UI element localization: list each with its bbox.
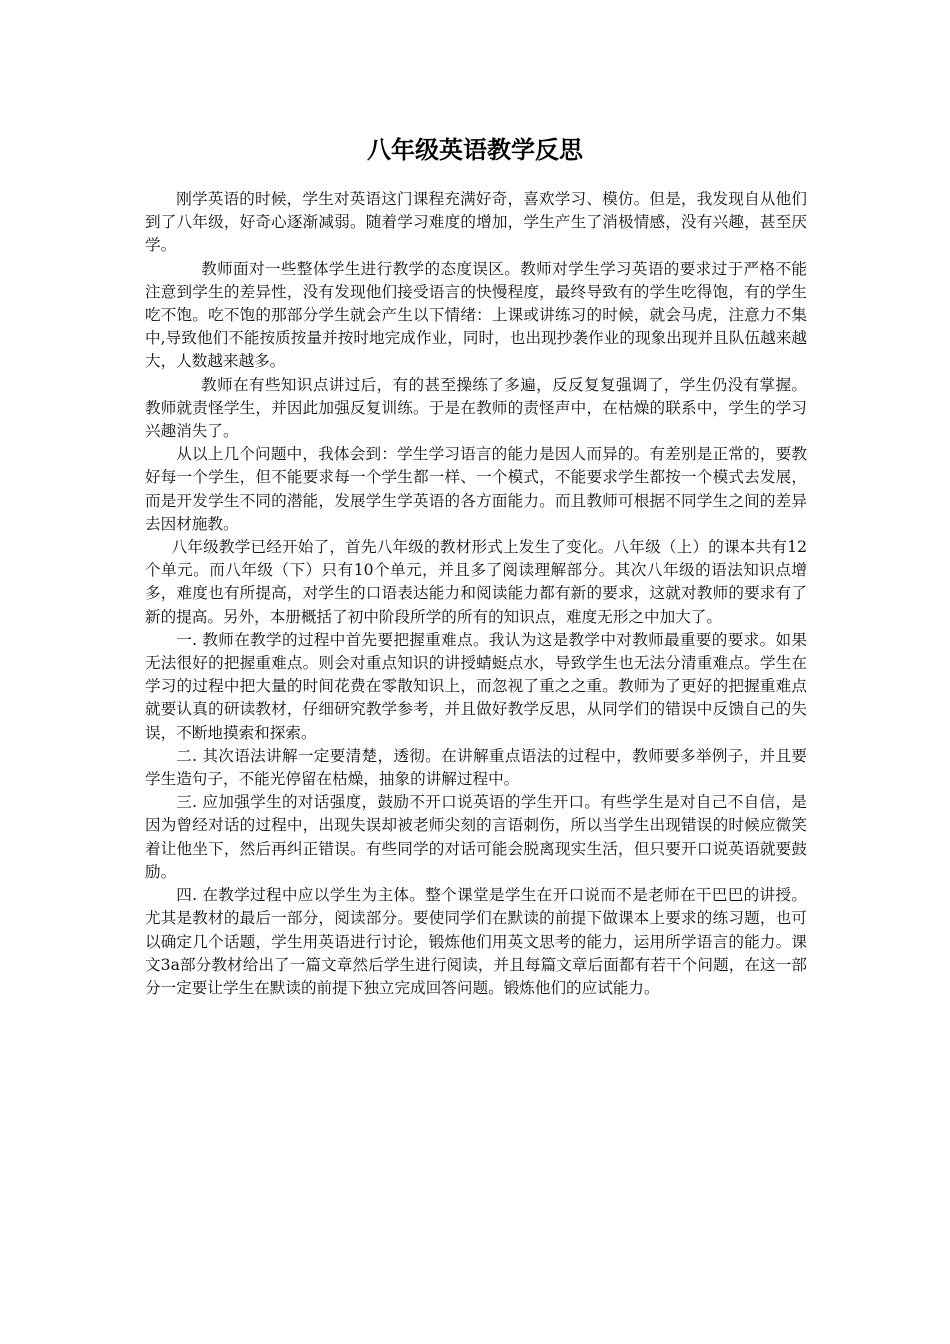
paragraph-2: 教师面对一些整体学生进行教学的态度误区。教师对学生学习英语的要求过于严格不能注意到学生的差异性，没有发现他们接受语言的快慢程度，最终导致有的学生吃得饱，有的学生吃不饱。吃不饱的那部分学生就会产生以下情绪：上课或讲练习的时候，就会马虎，注意力不集中,导致他们不能按质按量并按时地完成作业，同时，也出现抄袭作业的现象出现并且队伍越来越大，人数越来越多。	[145, 259, 807, 371]
paragraph-6: 一. 教师在教学的过程中首先要把握重难点。我认为这是教学中对教师最重要的要求。如果无法很好的把握重难点。则会对重点知识的讲授蜻蜓点水，导致学生也无法分清重难点。学生在学习的过程中把大量的时间花费在零散知识上，而忽视了重之之重。教师为了更好的把握重难点就要认真的研读教材，仔细研究教学参考，并且做好教学反思，从同学们的错误中反馈自己的失误，不断地摸索和探索。	[145, 630, 807, 742]
paragraph-7: 二. 其次语法讲解一定要清楚，透彻。在讲解重点语法的过程中，教师要多举例子，并且要学生造句子，不能光停留在枯燥，抽象的讲解过程中。	[145, 746, 807, 789]
document-title: 八年级英语教学反思	[367, 135, 583, 164]
paragraph-9: 四. 在教学过程中应以学生为主体。整个课堂是学生在开口说而不是老师在干巴巴的讲授。尤其是教材的最后一部分，阅读部分。要使同学们在默读的前提下做课本上要求的练习题，也可以确定几个话题，学生用英语进行讨论，锻炼他们用英文思考的能力，运用所学语言的能力。课文3a部分教材给出了一篇文章然后学生进行阅读，并且每篇文章后面都有若干个问题，在这一部分一定要让学生在默读的前提下独立完成回答问题。锻炼他们的应试能力。	[145, 886, 807, 997]
paragraph-4: 从以上几个问题中，我体会到：学生学习语言的能力是因人而异的。有差别是正常的，要教好每一个学生，但不能要求每一个学生都一样、一个模式，不能要求学生都按一个模式去发展，而是开发学生不同的潜能，发展学生学英语的各方面能力。而且教师可根据不同学生之间的差异去因材施教。	[145, 445, 807, 533]
document-body	[145, 188, 807, 1000]
paragraph-3: 教师在有些知识点讲过后，有的甚至操练了多遍，反反复复强调了，学生仍没有掌握。教师就责怪学生，并因此加强反复训练。于是在教师的责怪声中，在枯燥的联系中，学生的学习兴趣消失了。	[145, 375, 807, 441]
paragraph-1: 刚学英语的时候，学生对英语这门课程充满好奇，喜欢学习、模仿。但是，我发现自从他们到了八年级，好奇心逐渐减弱。随着学习难度的增加，学生产生了消极情感，没有兴趣，甚至厌学。	[145, 190, 807, 255]
paragraph-8: 三. 应加强学生的对话强度，鼓励不开口说英语的学生开口。有些学生是对自己不自信，是因为曾经对话的过程中，出现失误却被老师尖刻的言语刺伤，所以当学生出现错误的时候应微笑着让他坐下，然后再纠正错误。有些同学的对话可能会脱离现实生活，但只要开口说英语就要鼓励。	[145, 793, 807, 881]
paragraph-5: 八年级教学已经开始了，首先八年级的教材形式上发生了变化。八年级（上）的课本共有12个单元。而八年级（下）只有10个单元，并且多了阅读理解部分。其次八年级的语法知识点增多，难度也有所提高，对学生的口语表达能力和阅读能力都有新的要求，这就对教师的要求有了新的提高。另外，本册概括了初中阶段所学的所有的知识点，难度无形之中加大了。	[145, 538, 807, 626]
